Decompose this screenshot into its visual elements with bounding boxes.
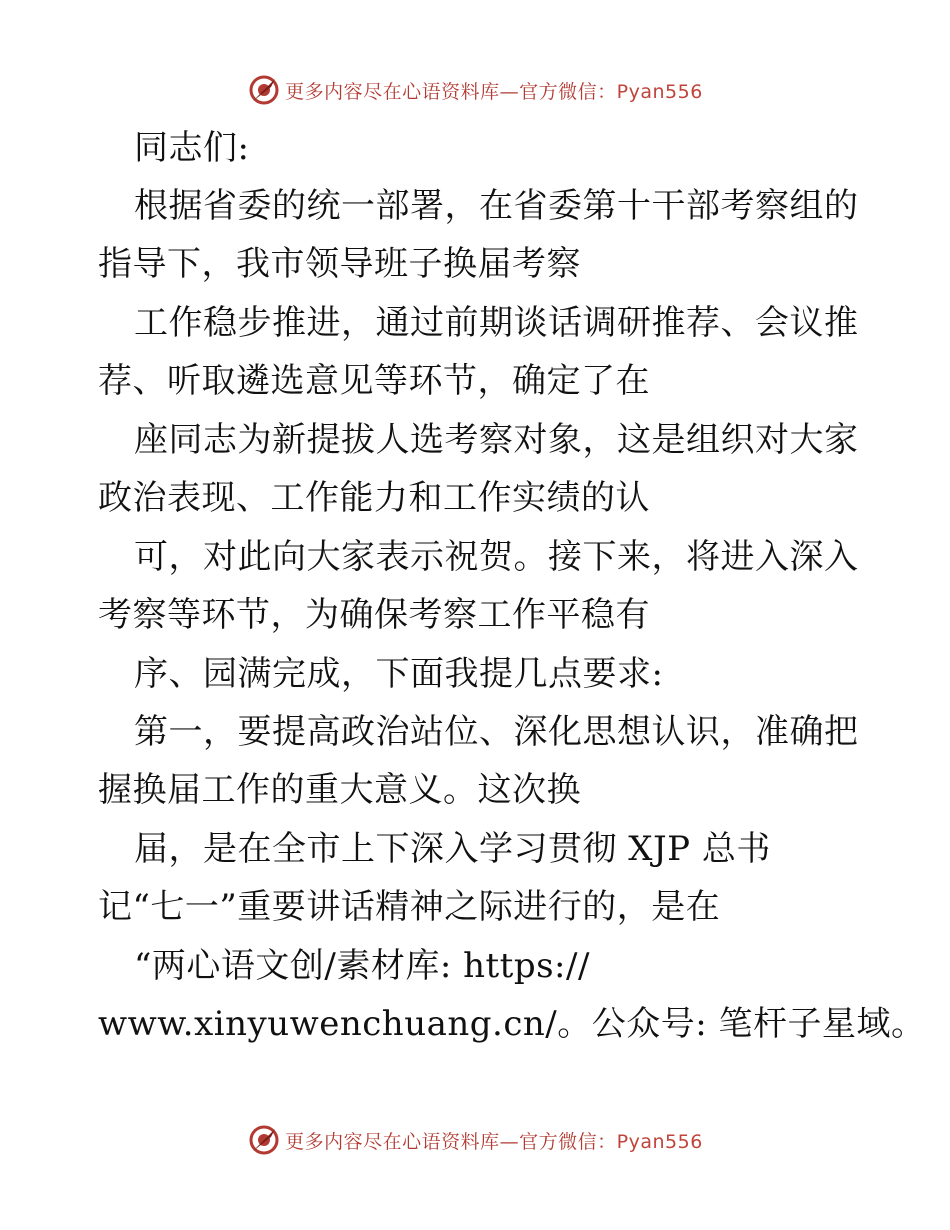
body-line: 第一，要提高政治站位、深化思想认识，准确把 [134, 712, 859, 752]
body-line: 指导下，我市领导班子换届考察 [98, 244, 581, 284]
quill-circle-logo-icon [247, 1123, 281, 1157]
body-line: 座同志为新提拔人选考察对象，这是组织对大家 [134, 420, 859, 460]
banner-promo-text: 更多内容尽在心语资料库—官方微信： [285, 80, 617, 103]
body-line: 可，对此向大家表示祝贺。接下来，将进入深入 [134, 537, 859, 577]
body-line: 同志们: [134, 128, 250, 168]
body-line: www.xinyuwenchuang.cn/。公众号: 笔杆子星域。 [98, 1004, 926, 1044]
body-line: 握换届工作的重大意义。这次换 [98, 770, 581, 810]
banner-promo-text: 更多内容尽在心语资料库—官方微信： [285, 1130, 617, 1153]
body-line: 荐、听取遴选意见等环节，确定了在 [98, 361, 650, 401]
body-line: 记“七一”重要讲话精神之际进行的，是在 [98, 887, 721, 927]
footer-banner-text [285, 1127, 703, 1154]
banner-wechat-id: Pyan556 [616, 1130, 703, 1153]
banner-wechat-id: Pyan556 [616, 80, 703, 103]
body-line: “两心语文创/素材库: https:// [134, 946, 590, 986]
body-line: 政治表现、工作能力和工作实绩的认 [98, 478, 650, 518]
body-line: 工作稳步推进，通过前期谈话调研推荐、会议推 [134, 303, 859, 343]
body-line: 序、园满完成，下面我提几点要求: [134, 654, 664, 694]
body-line: 考察等环节，为确保考察工作平稳有 [98, 595, 650, 635]
body-line: 届，是在全市上下深入学习贯彻 XJP 总书 [134, 829, 771, 869]
body-line: 根据省委的统一部署，在省委第十干部考察组的 [134, 186, 859, 226]
footer-banner [0, 1120, 950, 1160]
